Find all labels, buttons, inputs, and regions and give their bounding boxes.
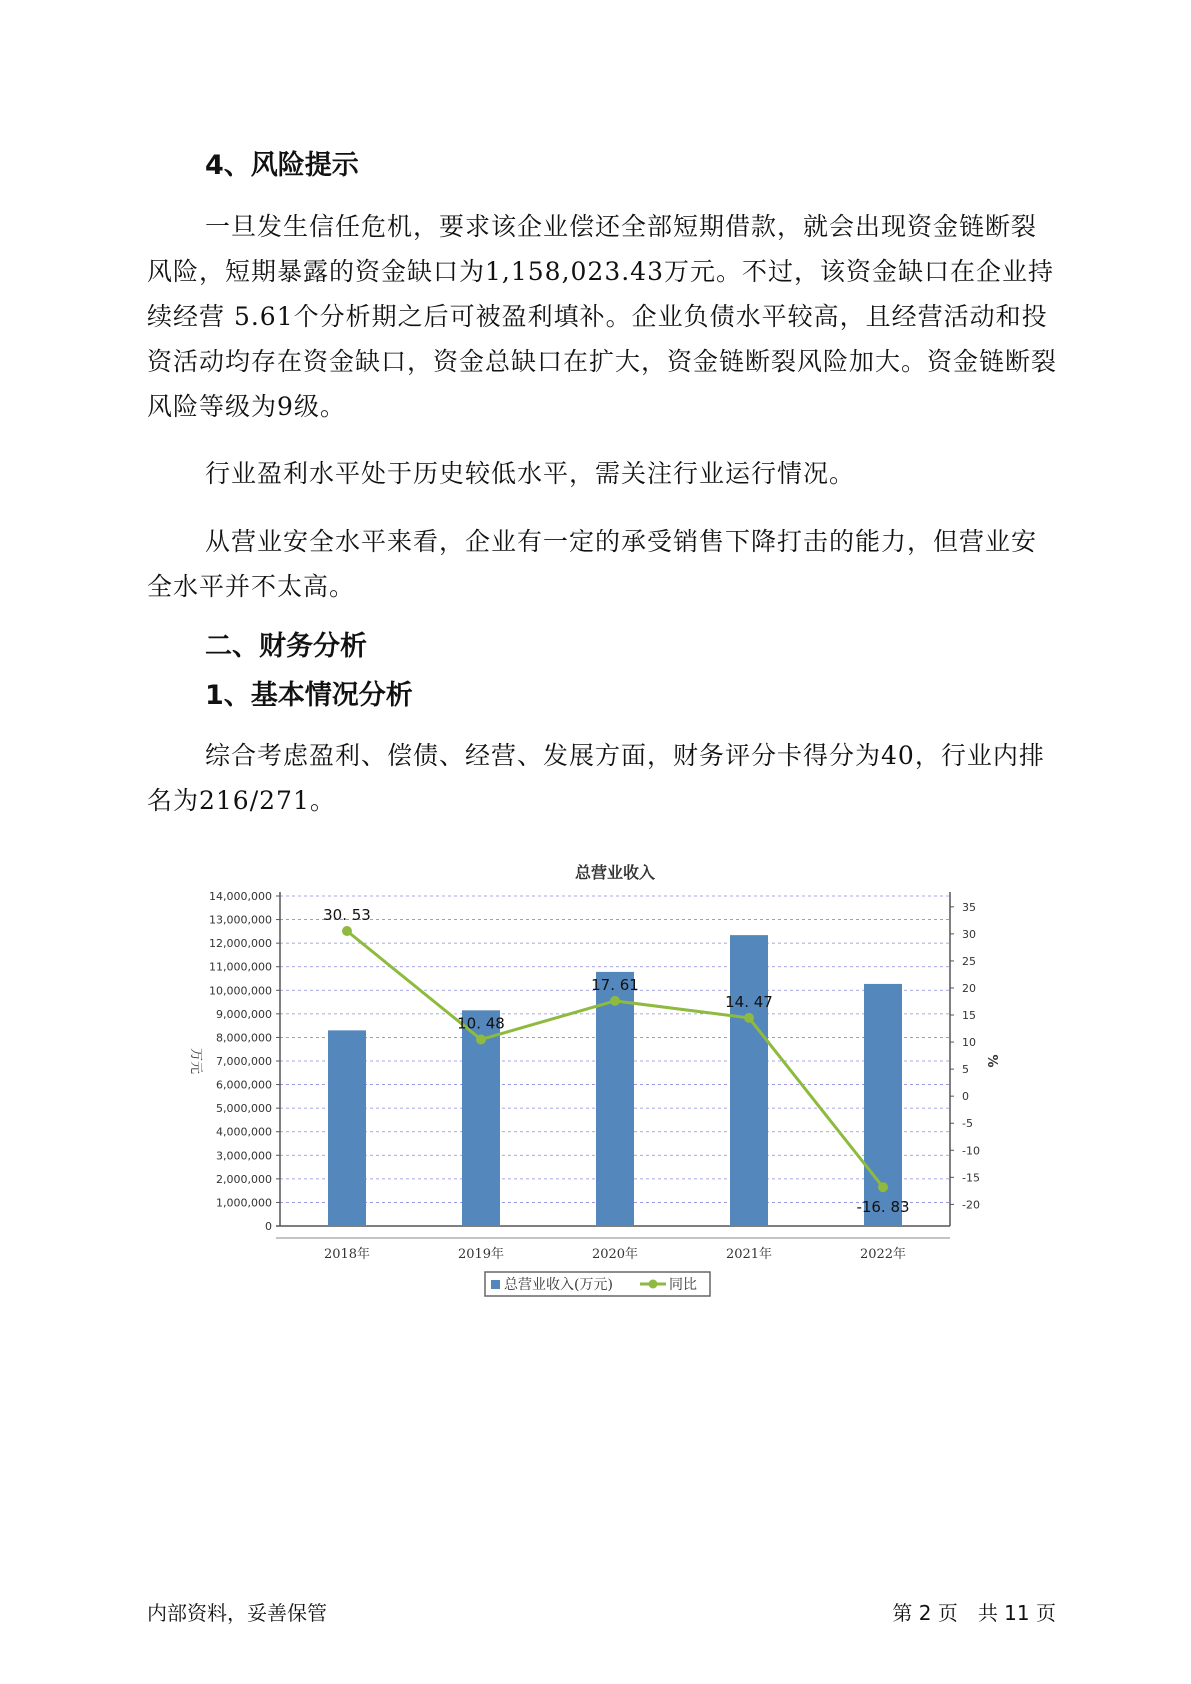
left-tick-label: 12,000,000	[209, 937, 272, 951]
yoy-point	[342, 926, 352, 936]
footer-left: 内部资料，妥善保管	[147, 1601, 327, 1625]
right-tick-label: 30	[962, 927, 976, 941]
right-tick-label: 35	[962, 900, 976, 914]
category-label: 2020年	[591, 1247, 639, 1262]
category-label: 2018年	[323, 1247, 371, 1262]
yoy-point	[744, 1013, 754, 1023]
chart-title: 总营业收入	[574, 863, 656, 882]
right-tick-label: 10	[962, 1036, 976, 1050]
category-label: 2019年	[457, 1247, 505, 1262]
category-label: 2022年	[859, 1247, 907, 1262]
revenue-bar	[730, 935, 768, 1226]
revenue-chart	[185, 850, 999, 1310]
left-tick-label: 1,000,000	[216, 1196, 272, 1210]
footer-page-number: 第 2 页 共 11 页	[892, 1601, 1056, 1625]
left-tick-label: 13,000,000	[209, 913, 272, 927]
yoy-point	[476, 1034, 486, 1044]
right-axis-title: %	[984, 1054, 999, 1068]
section-4-title: 4、风险提示	[205, 150, 359, 181]
legend-bar-swatch	[491, 1280, 500, 1289]
right-tick-label: 25	[962, 954, 976, 968]
legend-line-label: 同比	[669, 1277, 697, 1293]
left-tick-label: 10,000,000	[209, 984, 272, 998]
right-tick-label: 5	[962, 1063, 969, 1077]
left-tick-label: 2,000,000	[216, 1172, 272, 1186]
left-axis-title: 万元	[188, 1047, 203, 1075]
yoy-data-label: -16. 83	[856, 1198, 910, 1217]
category-label: 2021年	[725, 1247, 773, 1262]
paragraph-industry: 行业盈利水平处于历史较低水平，需关注行业运行情况。	[205, 459, 856, 488]
right-tick-label: 0	[962, 1090, 969, 1104]
yoy-data-label: 17. 61	[591, 975, 639, 994]
right-tick-label: -20	[962, 1198, 980, 1212]
left-tick-label: 8,000,000	[216, 1031, 272, 1045]
legend-bar-label: 总营业收入(万元)	[504, 1277, 613, 1293]
part-2-title: 二、财务分析	[205, 631, 367, 662]
yoy-data-label: 30. 53	[323, 906, 371, 925]
legend-line-marker	[649, 1280, 658, 1289]
left-tick-label: 6,000,000	[216, 1078, 272, 1092]
section-1-title: 1、基本情况分析	[205, 680, 413, 711]
left-tick-label: 9,000,000	[216, 1007, 272, 1021]
right-tick-label: 20	[962, 981, 976, 995]
right-tick-label: -5	[962, 1117, 973, 1131]
yoy-data-label: 10. 48	[457, 1014, 505, 1033]
right-tick-label: -15	[962, 1171, 980, 1185]
yoy-point	[610, 996, 620, 1006]
left-tick-label: 3,000,000	[216, 1149, 272, 1163]
left-tick-label: 5,000,000	[216, 1102, 272, 1116]
left-tick-label: 11,000,000	[209, 960, 272, 974]
left-tick-label: 14,000,000	[209, 890, 272, 903]
right-tick-label: 15	[962, 1009, 976, 1023]
revenue-bar	[328, 1030, 366, 1226]
paragraph-risk: 一旦发生信任危机，要求该企业偿还全部短期借款，就会出现资金链断裂风险，短期暴露的资金缺口为1,158,023.43万元。不过，该资金缺口在企业持续经营 5.61个分析期之后可被盈利填补。企业负债水平较高，且经营活动和投资活动均存在资金缺口，资金总缺口在扩大，资金链断裂风险加大。资金链断裂风险等级为9级。	[147, 212, 1058, 421]
right-tick-label: -10	[962, 1144, 980, 1158]
paragraph-scorecard: 综合考虑盈利、偿债、经营、发展方面，财务评分卡得分为40，行业内排名为216/271。	[147, 741, 1045, 815]
left-tick-label: 0	[265, 1220, 272, 1233]
yoy-data-label: 14. 47	[725, 992, 773, 1011]
left-tick-label: 4,000,000	[216, 1125, 272, 1139]
yoy-point	[878, 1182, 888, 1192]
left-tick-label: 7,000,000	[216, 1055, 272, 1068]
revenue-bar	[596, 972, 634, 1226]
paragraph-safety: 从营业安全水平来看，企业有一定的承受销售下降打击的能力，但营业安全水平并不太高。	[147, 527, 1038, 601]
